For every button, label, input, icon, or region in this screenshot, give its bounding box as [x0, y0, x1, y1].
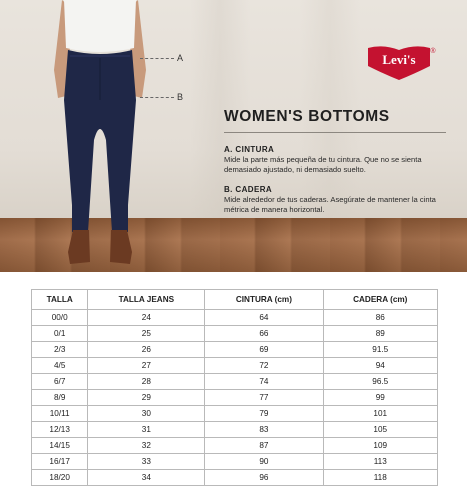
- model-figure: [40, 0, 160, 272]
- table-row: [32, 406, 438, 422]
- cell-cadera: 113: [323, 454, 438, 470]
- column-header-cintura: CINTURA (cm): [205, 290, 323, 310]
- cell-cadera: 94: [323, 358, 438, 374]
- cell-cadera: 101: [323, 406, 438, 422]
- waist-heading: A. CINTURA: [224, 145, 275, 154]
- title-divider: [224, 132, 446, 133]
- hip-description: Mide alrededor de tus caderas. Asegúrate de mantener la cinta métrica de manera horizontal.: [224, 195, 436, 214]
- cell-cadera: 91.5: [323, 342, 438, 358]
- cell-talla: 0/1: [32, 326, 88, 342]
- cell-talla-jeans: 28: [88, 374, 205, 390]
- cell-talla: 18/20: [32, 470, 88, 486]
- cell-talla-jeans: 30: [88, 406, 205, 422]
- table-row: [32, 470, 438, 486]
- column-header-talla: TALLA: [32, 290, 88, 310]
- table-row: [32, 374, 438, 390]
- cell-cintura: 72: [205, 358, 323, 374]
- table-row: [32, 342, 438, 358]
- cell-talla-jeans: 24: [88, 310, 205, 326]
- cell-talla: 8/9: [32, 390, 88, 406]
- cell-cadera: 89: [323, 326, 438, 342]
- cell-talla-jeans: 27: [88, 358, 205, 374]
- cell-cintura: 87: [205, 438, 323, 454]
- table-row: [32, 310, 438, 326]
- column-header-talla-jeans: TALLA JEANS: [88, 290, 205, 310]
- cell-talla-jeans: 25: [88, 326, 205, 342]
- marker-a: A: [177, 53, 184, 63]
- cell-talla: 6/7: [32, 374, 88, 390]
- cell-cintura: 74: [205, 374, 323, 390]
- cell-talla: 00/0: [32, 310, 88, 326]
- cell-cintura: 77: [205, 390, 323, 406]
- cell-talla-jeans: 34: [88, 470, 205, 486]
- cell-talla-jeans: 31: [88, 422, 205, 438]
- hip-measure-line: [140, 97, 174, 98]
- svg-text:®: ®: [430, 48, 436, 55]
- cell-cadera: 96.5: [323, 374, 438, 390]
- cell-talla: 10/11: [32, 406, 88, 422]
- table-row: [32, 390, 438, 406]
- table-row: [32, 326, 438, 342]
- cell-talla: 14/15: [32, 438, 88, 454]
- cell-talla: 2/3: [32, 342, 88, 358]
- table-row: [32, 454, 438, 470]
- table-row: [32, 358, 438, 374]
- cell-cadera: 109: [323, 438, 438, 454]
- cell-cintura: 83: [205, 422, 323, 438]
- table-row: [32, 422, 438, 438]
- size-chart-table: [31, 289, 438, 486]
- waist-measure-line: [140, 58, 174, 59]
- cell-cadera: 99: [323, 390, 438, 406]
- waist-description: Mide la parte más pequeña de tu cintura. Que no se sienta demasiado ajustado, ni demasiado suelto.: [224, 155, 422, 174]
- hip-heading: B. CADERA: [224, 185, 273, 194]
- cell-cadera: 86: [323, 310, 438, 326]
- cell-talla: 4/5: [32, 358, 88, 374]
- cell-cintura: 96: [205, 470, 323, 486]
- cell-talla-jeans: 29: [88, 390, 205, 406]
- marker-b: B: [177, 92, 184, 102]
- cell-talla-jeans: 33: [88, 454, 205, 470]
- cell-talla-jeans: 26: [88, 342, 205, 358]
- cell-cadera: 105: [323, 422, 438, 438]
- table-header-row: [32, 290, 438, 310]
- cell-cintura: 79: [205, 406, 323, 422]
- cell-talla-jeans: 32: [88, 438, 205, 454]
- cell-talla: 12/13: [32, 422, 88, 438]
- cell-cintura: 69: [205, 342, 323, 358]
- table-row: [32, 438, 438, 454]
- page-title: WOMEN'S BOTTOMS: [224, 108, 390, 125]
- svg-text:Levi's: Levi's: [382, 52, 416, 67]
- column-header-cadera: CADERA (cm): [323, 290, 438, 310]
- cell-cadera: 118: [323, 470, 438, 486]
- cell-cintura: 64: [205, 310, 323, 326]
- cell-cintura: 66: [205, 326, 323, 342]
- cell-cintura: 90: [205, 454, 323, 470]
- cell-talla: 16/17: [32, 454, 88, 470]
- levis-logo: [366, 44, 436, 80]
